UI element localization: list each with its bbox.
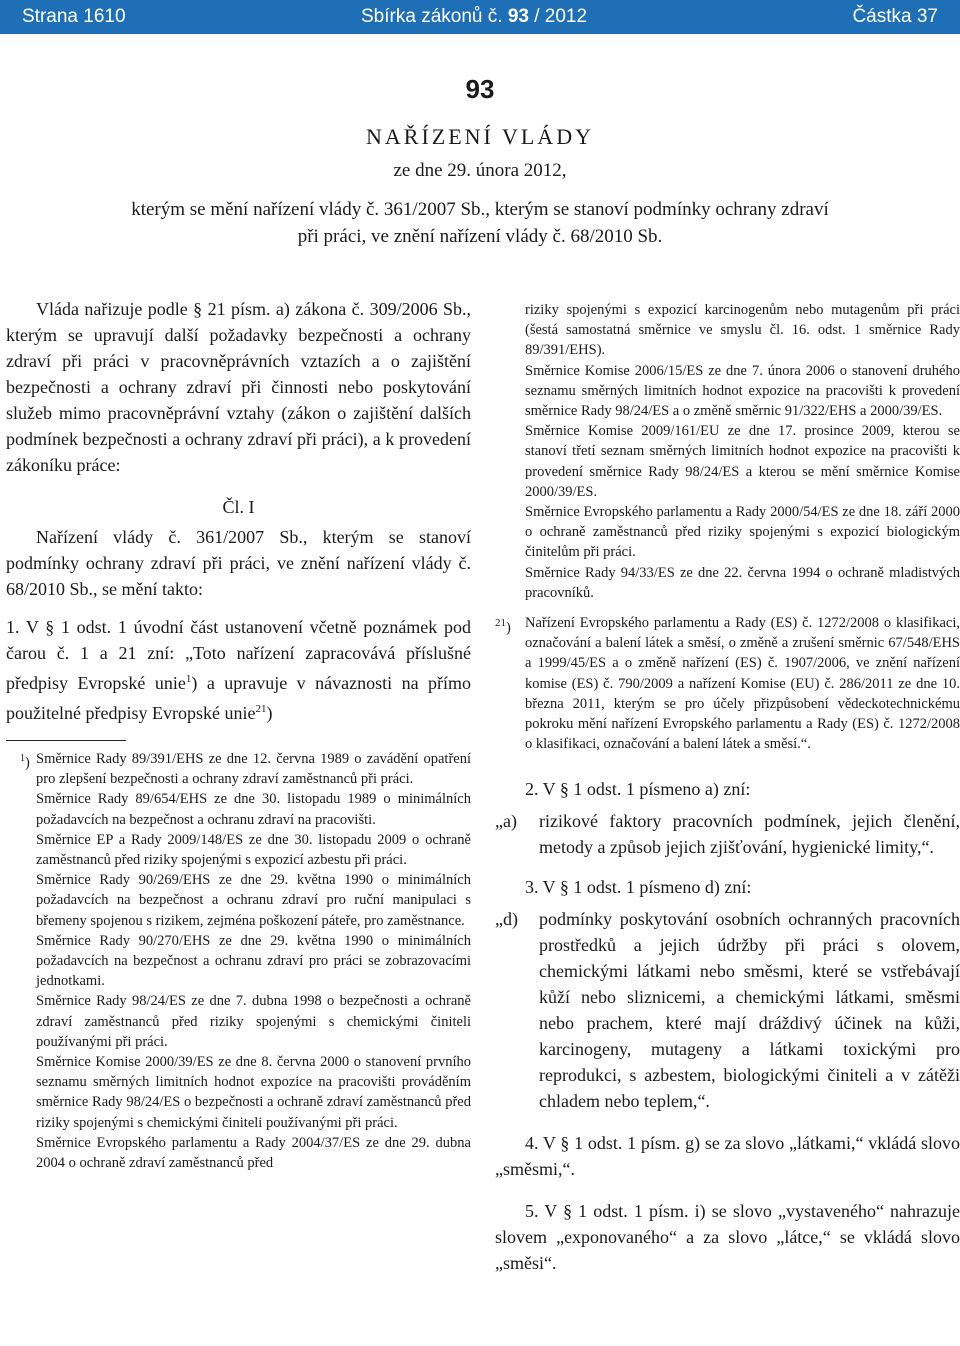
- footnote-1-item: Směrnice Evropského parlamentu a Rady 2000/54/ES ze dne 18. září 2000 o ochraně zaměstnanců před riziky spojenými s expozicí biologickým činitelům při práci.: [525, 504, 960, 561]
- footnote-1-mark: $^1$): [20, 753, 30, 771]
- point-2-label: „a): [495, 811, 517, 832]
- collection-label: [361, 6, 587, 28]
- point-1: [6, 614, 471, 726]
- point-3-text: podmínky poskytování osobních ochranných pracovních prostředků a jejich údržby při práci s olovem, chemickými látkami nebo směsmi, které se vstřebávají kůží nebo sliznicemi, a chemickými látkami, směsmi nebo prachem, které mají dráždivý účinek na kůži, karcinogeny, mutageny a látkami toxickými pro reprodukci, s azbestem, biologickými činiteli a v zátěži chladem nebo teplem,“.: [539, 909, 960, 1112]
- footnote-21-number: 21: [495, 617, 506, 630]
- point-2: 2. V § 1 odst. 1 písmeno a) zní:: [525, 779, 751, 800]
- footnote-1-number: 1: [20, 753, 25, 764]
- footnote-1-item: Směrnice Komise 2006/15/ES ze dne 7. února 2006 o stanovení druhého seznamu směrných limitních hodnot expozice na pracovišti k provedení směrnice Rady 98/24/ES a o změně směrnic 91/322/EHS a 2000/39/ES.: [525, 362, 960, 420]
- subject-line-1: kterým se mění nařízení vlády č. 361/2007 Sb., kterým se stanoví podmínky ochrany zdraví: [131, 199, 829, 220]
- point-2-item: [495, 808, 960, 860]
- point-1-end: ): [266, 703, 273, 723]
- footnote-1-item: Směrnice Komise 2009/161/EU ze dne 17. prosince 2009, kterou se stanoví třetí seznam směrných limitních hodnot expozice na pracovišti k provedení směrnice Rady 98/24/ES a kterou se mění směrnice Komise 2000/39/ES.: [525, 423, 960, 500]
- footnote-1-continued: [495, 300, 960, 754]
- page-header: [0, 0, 960, 34]
- footnote-1-item: Směrnice Rady 94/33/ES ze dne 22. června 1994 o ochraně mladistvých pracovníků.: [525, 564, 960, 601]
- footnote-1-item: Směrnice Rady 90/270/EHS ze dne 29. května 1990 o minimálních požadavcích na bezpečnost a ochranu zdraví pro práci se zobrazovacími jednotkami.: [36, 932, 471, 990]
- point-3-label: „d): [495, 909, 518, 930]
- collection-number: 93: [507, 6, 529, 27]
- footnote-ref-1: 1: [185, 673, 192, 685]
- footnote-1-item: riziky spojenými s expozicí karcinogenům nebo mutagenům při práci (šestá samostatná směrnice ve smyslu čl. 16. odst. 1 směrnice Rady 89/391/EHS).: [525, 302, 960, 359]
- article-intro: Nařízení vlády č. 361/2007 Sb., kterým se stanoví podmínky ochrany zdraví při práci, ve znění nařízení vlády č. 68/2010 Sb., se mění takto:: [6, 527, 471, 599]
- footnote-1-item: Směrnice Rady 98/24/ES ze dne 7. dubna 1998 o bezpečnosti a ochraně zdraví zaměstnanců před riziky spojenými s chemickými činiteli používanými při práci.: [36, 993, 471, 1050]
- subject-line-2: při práci, ve znění nařízení vlády č. 68/2010 Sb.: [297, 226, 663, 247]
- part-label: Částka 37: [852, 6, 938, 27]
- footnote-ref-21: 21: [255, 703, 267, 715]
- point-3-item: [495, 906, 960, 1114]
- point-3: 3. V § 1 odst. 1 písmeno d) zní:: [525, 877, 752, 898]
- left-column: [6, 296, 471, 1173]
- footnote-1-item: Směrnice Evropského parlamentu a Rady 2004/37/ES ze dne 29. dubna 2004 o ochraně zdraví zaměstnanců před: [36, 1134, 471, 1172]
- document-number: 93: [465, 74, 495, 104]
- point-1-mid: ) a upravuje v návaznosti na přímo použitelné předpisy Evropské unie: [6, 673, 471, 723]
- footnote-21-text: Nařízení Evropského parlamentu a Rady (ES) č. 1272/2008 o klasifikaci, označování a balení látek a směsí, o změně a zrušení směrnic 67/548/EHS a 1999/45/ES a o změně nařízení (ES) č. 1907/2006, ve znění nařízení komise (ES) č. 790/2009 a nařízení Komise (EU) č. 286/2011 ze dne 10. března 2011, kterým se pro účely přizpůsobení vědeckotechnickému pokroku mění nařízení Evropského parlamentu a Rady (ES) č. 1272/2008 o klasifikaci, označování a balení látek a směsí.“.: [525, 615, 960, 753]
- collection-prefix: Sbírka zákonů č.: [361, 6, 503, 27]
- point-4: 4. V § 1 odst. 1 písm. g) se za slovo „látkami,“ vkládá slovo „směsmi,“.: [495, 1133, 960, 1180]
- collection-suffix: / 2012: [534, 6, 588, 27]
- footnote-1-item: Směrnice Komise 2000/39/ES ze dne 8. června 2000 o stanovení prvního seznamu směrných limitních hodnot expozice na pracovišti prováděním směrnice Rady 98/24/ES o bezpečnosti a ochraně zdraví zaměstnanců před riziky spojenými s chemickými činiteli používanými při práci.: [36, 1054, 471, 1131]
- point-1-text: 1. V § 1 odst. 1 úvodní část ustanovení včetně poznámek pod čarou č. 1 a 21 zní: „Toto nařízení zapracovává příslušné předpisy Evropské unie: [6, 617, 471, 693]
- article-heading: Čl. I: [222, 497, 255, 517]
- preamble: Vláda nařizuje podle § 21 písm. a) zákona č. 309/2006 Sb., kterým se upravují další požadavky bezpečnosti a ochrany zdraví při práci v pracovněprávních vztazích a o zajištění bezpečnosti a ochrany zdraví při činnosti nebo poskytování služeb mimo pracovněprávní vztahy (zákon o zajištění dalších podmínek bezpečnosti a ochrany zdraví při práci), a k provedení zákoníku práce:: [6, 299, 471, 475]
- page-number: Strana 1610: [22, 6, 126, 27]
- right-column: [495, 300, 960, 1276]
- footnote-divider: [6, 740, 126, 741]
- footnote-1: [6, 749, 471, 1173]
- footnote-1-item: Směrnice Rady 90/269/EHS ze dne 29. května 1990 o minimálních požadavcích na bezpečnost a ochranu zdraví pro ruční manipulaci s břemeny spojenou s rizikem, zejména poškození páteře, pro zaměstnance.: [36, 872, 471, 929]
- footnote-1-item: Směrnice EP a Rady 2009/148/ES ze dne 30. listopadu 2009 o ochraně zaměstnanců před riziky spojenými s expozicí azbestu při práci.: [36, 831, 471, 869]
- footnote-1-item: Směrnice Rady 89/391/EHS ze dne 12. června 1989 o zavádění opatření pro zlepšení bezpečnosti a ochrany zdraví zaměstnanců při práci.: [36, 751, 471, 788]
- document-type: NAŘÍZENÍ VLÁDY: [366, 124, 594, 149]
- footnote-21: [495, 613, 960, 754]
- document-date: ze dne 29. února 2012,: [393, 160, 567, 181]
- point-5: 5. V § 1 odst. 1 písm. i) se slovo „vystaveného“ nahrazuje slovem „exponovaného“ a za slovo „látce,“ se vkládá slovo „směsi“.: [495, 1201, 960, 1274]
- point-2-text: rizikové faktory pracovních podmínek, jejich členění, metody a způsob jejich zjišťování, hygienické limity,“.: [539, 811, 960, 858]
- document-subject: [0, 196, 960, 250]
- footnote-1-item: Směrnice Rady 89/654/EHS ze dne 30. listopadu 1989 o minimálních požadavcích na bezpečnost a ochranu zdraví na pracovišti.: [36, 791, 471, 828]
- footnote-21-mark: $^{21}$): [495, 617, 511, 636]
